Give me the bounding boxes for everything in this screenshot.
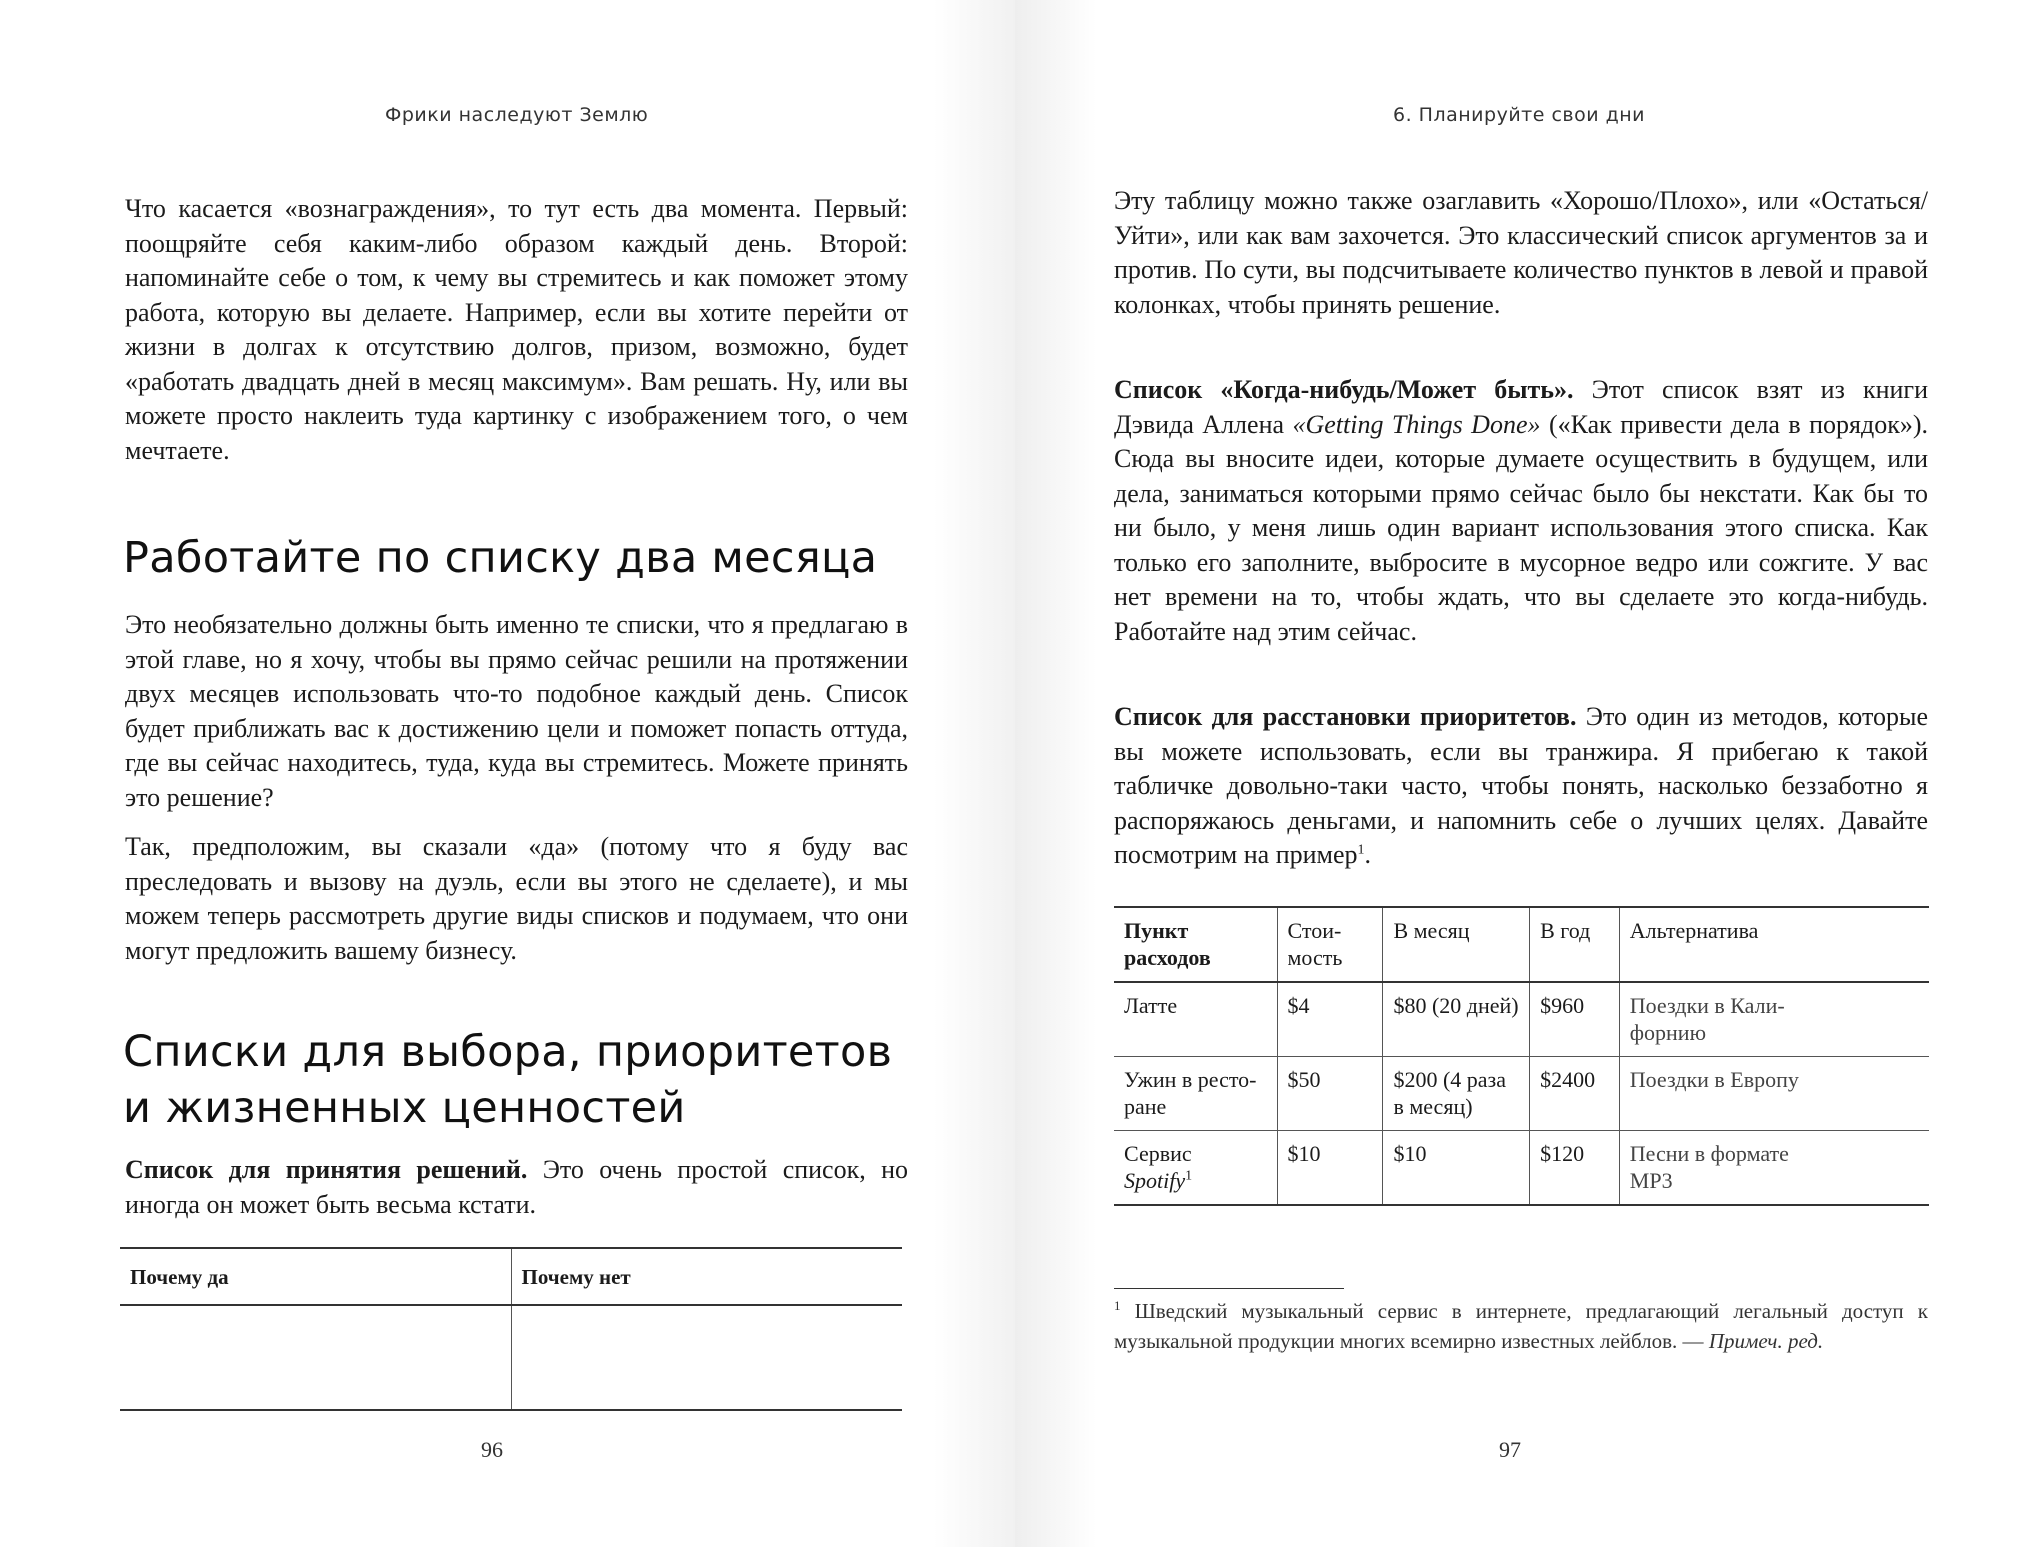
row-cost: $4 xyxy=(1277,982,1383,1057)
footnote-rule xyxy=(1114,1288,1344,1289)
item-l2: ране xyxy=(1124,1094,1167,1119)
month-l2: в месяц) xyxy=(1393,1094,1473,1119)
decision-header-yes: Почему да xyxy=(120,1248,511,1305)
row-cost: $10 xyxy=(1277,1131,1383,1206)
priority-table xyxy=(1114,906,1929,1206)
item-footnote-ref: 1 xyxy=(1185,1168,1193,1184)
row-alternative xyxy=(1619,982,1929,1057)
row-month: $10 xyxy=(1383,1131,1530,1206)
row-month xyxy=(1383,1057,1530,1131)
row-cost: $50 xyxy=(1277,1057,1383,1131)
footnote-ref: 1 xyxy=(1357,842,1365,858)
header-cost-l1: Стои- xyxy=(1287,918,1342,943)
header-cost-l2: мость xyxy=(1287,945,1343,970)
header-item-l1: Пункт xyxy=(1124,918,1189,943)
table-row xyxy=(1114,982,1929,1057)
left-paragraph-decision-list xyxy=(125,1153,908,1222)
priority-header-year: В год xyxy=(1530,907,1620,982)
decision-header-no: Почему нет xyxy=(511,1248,902,1305)
decision-table-header-row xyxy=(120,1248,902,1305)
table-row xyxy=(1114,1057,1929,1131)
decision-table xyxy=(120,1247,902,1411)
priority-text: Это один из методов, которые вы можете использовать, если вы транжира. Я прибегаю к такой табличке довольно-таки часто, чтобы понять, насколько беззаботно я распоряжаюсь деньгами, и напомнить себе о лучших целях. Давайте посмотрим на пример xyxy=(1114,702,1928,869)
heading-lists-line2: и жизненных ценностей xyxy=(123,1083,686,1133)
decision-table-row xyxy=(120,1305,902,1410)
priority-text-end: . xyxy=(1364,840,1372,869)
alt-l1: Поездки в Кали- xyxy=(1629,993,1785,1018)
header-item-l2: расходов xyxy=(1124,945,1211,970)
someday-text-b: («Как привести дела в порядок»). Сюда вы вносите идеи, которые думаете осуществить в будущем, или дела, заниматься которыми прямо сейчас было бы некстати. Как бы то ни было, у меня лишь один вариант использования этого списка. Как только его заполните, выбросите в мусорное ведро или сожгите. У вас нет времени на то, чтобы ждать, что вы сделаете это когда-нибудь. Работайте над этим сейчас. xyxy=(1114,409,1928,646)
someday-text-a: Этот список взят из книги Дэвида Аллена xyxy=(1114,375,1928,439)
right-page xyxy=(1015,0,2031,1547)
priority-header-item xyxy=(1114,907,1277,982)
row-alternative: Поездки в Европу xyxy=(1619,1057,1929,1131)
alt-l2: форнию xyxy=(1629,1020,1707,1045)
priority-list-term: Список для расстановки приоритетов. xyxy=(1114,702,1577,731)
footnote-editor-note: Примеч. ред. xyxy=(1708,1329,1824,1353)
decision-cell-yes xyxy=(120,1305,511,1410)
item-l1: Сервис xyxy=(1124,1141,1192,1166)
right-paragraph-priorities xyxy=(1114,700,1928,873)
decision-list-term: Список для принятия решений. xyxy=(125,1155,528,1184)
row-alternative xyxy=(1619,1131,1929,1206)
row-year: $120 xyxy=(1530,1131,1620,1206)
left-paragraph-decision: Это необязательно должны быть именно те списки, что я предлагаю в этой главе, но я хочу, чтобы вы прямо сейчас решили на протяжении двух месяцев использовать что-то подобное каждый день. Список будет приближать вас к достижению цели и поможет попасть оттуда, где вы сейчас находитесь, туда, куда вы стремитесь. Можете принять это решение? xyxy=(125,610,908,812)
row-item xyxy=(1114,1131,1277,1206)
item-l2-italic: Spotify xyxy=(1124,1168,1186,1193)
month-l1: $200 (4 раза xyxy=(1393,1067,1506,1092)
left-paragraph-reward: Что касается «вознаграждения», то тут есть два момента. Первый: поощряйте себя каким-либо образом каждый день. Второй: напоминайте себе о том, к чему вы стремитесь и как поможет этому работа, которую вы делаете. Например, если вы хотите перейти от жизни в долгах к отсутствию долгов, призом, возможно, будет «работать двадцать дней в месяц максимум». Вам решать. Ну, или вы можете просто наклеить туда картинку с изображением того, о чем мечтаете. xyxy=(125,194,908,465)
heading-lists-line1: Списки для выбора, приоритетов xyxy=(123,1027,893,1077)
alt-l1: Песни в формате xyxy=(1629,1141,1789,1166)
row-month: $80 (20 дней) xyxy=(1383,982,1530,1057)
left-page-number: 96 xyxy=(481,1437,503,1462)
left-paragraph-yes: Так, предположим, вы сказали «да» (потому что я буду вас преследовать и вызову на дуэль, если вы этого не сделаете), и мы можем теперь рассмотреть другие виды списков и подумаем, что они могут предложить вашему бизнесу. xyxy=(125,832,908,965)
priority-header-month: В месяц xyxy=(1383,907,1530,982)
alt-l2: MP3 xyxy=(1629,1168,1673,1193)
item-l1: Ужин в ресто- xyxy=(1124,1067,1257,1092)
table-row xyxy=(1114,1131,1929,1206)
row-item xyxy=(1114,1057,1277,1131)
left-page xyxy=(0,0,1015,1547)
footnote-text: Шведский музыкальный сервис в интернете, предлагающий легальный доступ к музыкальной продукции многих всемирно известных лейблов. — xyxy=(1114,1299,1928,1353)
row-year: $2400 xyxy=(1530,1057,1620,1131)
someday-list-term: Список «Когда-нибудь/Может быть». xyxy=(1114,375,1574,404)
footnote-mark: 1 xyxy=(1114,1298,1121,1313)
priority-header-alternative: Альтернатива xyxy=(1619,907,1929,982)
row-item: Латте xyxy=(1124,993,1178,1018)
priority-table-header-row xyxy=(1114,907,1929,982)
priority-header-cost xyxy=(1277,907,1383,982)
right-running-header: 6. Планируйте свои дни xyxy=(1393,104,1646,126)
row-year: $960 xyxy=(1530,982,1620,1057)
right-page-number: 97 xyxy=(1499,1437,1521,1462)
heading-two-months: Работайте по списку два месяца xyxy=(123,533,878,583)
left-running-header: Фрики наследуют Землю xyxy=(385,104,649,126)
right-paragraph-table-title: Эту таблицу можно также озаглавить «Хорошо/Плохо», или «Остаться/Уйти», или как вам захочется. Это классический список аргументов за и против. По сути, вы подсчитываете количество пунктов в левой и правой колонках, чтобы принять решение. xyxy=(1114,186,1928,319)
heading-lists xyxy=(123,1024,923,1136)
decision-cell-no xyxy=(511,1305,902,1410)
book-title: «Getting Things Done» xyxy=(1292,409,1541,439)
decision-list-desc: Это очень простой список, но иногда он может быть весьма кстати. xyxy=(125,1155,908,1219)
footnote xyxy=(1114,1296,1928,1356)
right-paragraph-someday xyxy=(1114,373,1928,649)
